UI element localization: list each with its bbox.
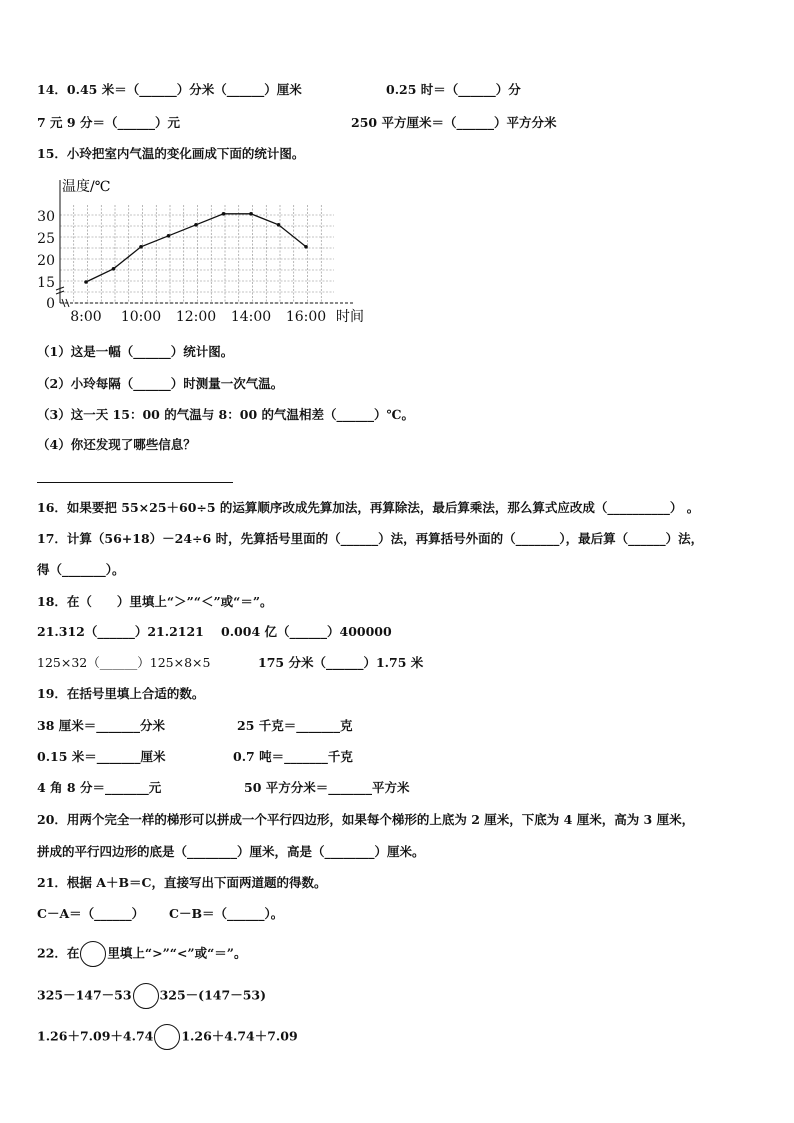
data-point <box>249 212 253 216</box>
q18-stem: 18．在（ ）里填上“＞”“＜”或“＝”。 <box>37 594 273 609</box>
x-tick-label: 10:00 <box>120 309 162 324</box>
compare-circle-input[interactable] <box>154 1024 180 1050</box>
data-point <box>167 234 171 238</box>
q22-stem-pre: 22．在 <box>37 945 80 961</box>
q22-row2-left: 1.26＋7.09＋4.74 <box>37 1028 154 1044</box>
q22-stem-post: 里填上“>”“<”或“＝”。 <box>107 945 247 961</box>
q22-row1-right: 325－(147－53) <box>159 987 267 1003</box>
compare-circle-icon <box>80 941 106 967</box>
data-point <box>84 280 88 284</box>
q14-part-b: 0.25 时＝（______）分 <box>386 82 521 97</box>
q19-row1b: 25 千克＝_______克 <box>237 718 353 733</box>
q20-line1: 20．用两个完全一样的梯形可以拼成一个平行四边形，如果每个梯形的上底为 2 厘米，下底为 4 厘米，高为 3 厘米， <box>37 812 695 827</box>
x-tick-label: 16:00 <box>285 309 327 324</box>
q21-row1b: C－B＝（______）。 <box>169 906 284 921</box>
q21-stem: 21．根据 A＋B＝C，直接写出下面两道题的得数。 <box>37 875 327 890</box>
chart-ticks <box>37 209 326 324</box>
q19-row1a: 38 厘米＝_______分米 <box>37 718 165 733</box>
y-tick-label: 20 <box>37 253 55 269</box>
chart-grid <box>60 205 334 303</box>
q22-row1 <box>37 983 266 1009</box>
y-tick-label: 25 <box>37 231 55 247</box>
chart-x-axis-label: 时间 <box>336 309 364 324</box>
q20-line2: 拼成的平行四边形的底是（________）厘米，高是（________）厘米。 <box>37 844 425 859</box>
q19-row2a: 0.15 米＝_______厘米 <box>37 749 166 764</box>
x-tick-label: 12:00 <box>175 309 217 324</box>
data-point <box>194 223 198 227</box>
q18-row1b: 0.004 亿（______）400000 <box>221 624 392 639</box>
q14-part-a: 14．0.45 米＝（______）分米（______）厘米 <box>37 82 302 97</box>
data-point <box>222 212 226 216</box>
q19-row2b: 0.7 吨＝_______千克 <box>233 749 353 764</box>
data-point <box>277 223 281 227</box>
x-tick-label: 8:00 <box>70 309 102 324</box>
q14-line2 <box>37 115 180 131</box>
q15-stem: 15．小玲把室内气温的变化画成下面的统计图。 <box>37 146 305 161</box>
temperature-line-chart <box>36 172 376 324</box>
q18-row2a: 125×32（______）125×8×5 <box>37 655 211 670</box>
q17-line2: 得（_______）。 <box>37 562 125 577</box>
q22-row1-left: 325－147－53 <box>37 987 132 1003</box>
q15-sub4: （4）你还发现了哪些信息？ <box>37 437 196 452</box>
q22-row2 <box>37 1024 298 1050</box>
q22-row2-right: 1.26＋4.74＋7.09 <box>181 1028 298 1044</box>
compare-circle-input[interactable] <box>133 983 159 1009</box>
q18-row1a: 21.312（______）21.2121 <box>37 624 204 639</box>
q14-line1 <box>37 82 302 98</box>
q16-text: 16．如果要把 55×25＋60÷5 的运算顺序改成先算加法，再算除法，最后算乘法，那么算式应改成（__________） 。 <box>37 500 700 515</box>
q19-stem: 19．在括号里填上合适的数。 <box>37 686 205 701</box>
q19-row3a: 4 角 8 分＝_______元 <box>37 780 162 795</box>
q17-line1: 17．计算（56+18）－24÷6 时，先算括号里面的（______）法，再算括号外面的（_______），最后算（______）法， <box>37 531 704 546</box>
q14-part-c: 7 元 9 分＝（______）元 <box>37 115 180 130</box>
chart-y-axis-label: 温度/℃ <box>62 179 111 195</box>
data-point <box>304 245 308 249</box>
data-point <box>112 267 116 271</box>
q19-row3b: 50 平方分米＝_______平方米 <box>244 780 410 795</box>
data-point <box>139 245 143 249</box>
q22-stem <box>37 941 247 967</box>
y-tick-label: 30 <box>37 209 55 225</box>
y-tick-label: 15 <box>37 275 55 291</box>
chart-axes <box>56 180 354 307</box>
x-tick-label: 14:00 <box>230 309 272 324</box>
q15-sub1: （1）这是一幅（______）统计图。 <box>37 344 234 359</box>
q14-part-d: 250 平方厘米＝（______）平方分米 <box>351 115 557 130</box>
q15-sub2: （2）小玲每隔（______）时测量一次气温。 <box>37 376 284 391</box>
y-tick-label: 0 <box>46 296 55 312</box>
q15-sub3: （3）这一天 15：00 的气温与 8：00 的气温相差（______）℃。 <box>37 407 414 422</box>
answer-line <box>37 482 233 483</box>
q18-row2b: 175 分米（______）1.75 米 <box>258 655 424 670</box>
q21-row1a: C－A＝（______） <box>37 906 145 921</box>
